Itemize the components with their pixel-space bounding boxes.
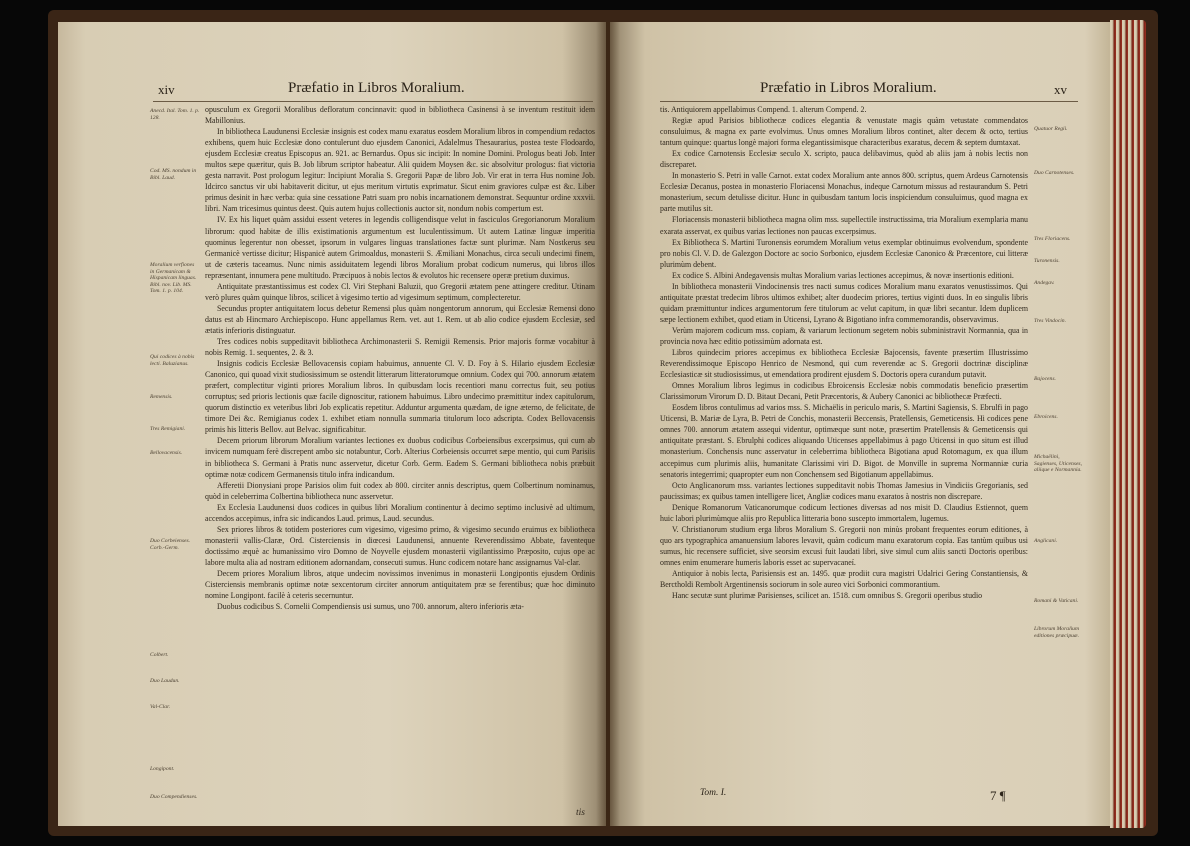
paragraph: Decem priores Moralium libros, atque undecim novissimos invenimus in monasterii Longipontis ejusdem Ordinis Cisterciensis membranis optimæ notæ sexcentorum circiter annorum antiquitatem præ se ferentibus; quæ hoc diminuto nomine Longipont. facilè à ceteris secernuntur. [205,568,595,601]
side-note: Librorum Moralium editiones præcipuæ. [1034,626,1080,639]
left-page-text [205,104,595,804]
paragraph: opusculum ex Gregorii Moralibus deflоratum concinnavit: quod in bibliotheca Casinensi à se inventum restituit idem Mabillonius. [205,105,595,126]
side-note: Qui codices à nobis lecti. Baluzianus. [150,354,195,367]
side-note: Bajocens. [1034,376,1056,382]
right-page [610,22,1110,826]
open-book [48,10,1158,836]
right-side-notes [1034,104,1084,804]
paragraph: tis. Antiquiorem appellabimus Compend. 1. alterum Compend. 2. [660,105,867,114]
right-running-title: Præfatio in Libros Moralium. [760,80,937,96]
left-running-title: Præfatio in Libros Moralium. [288,80,465,96]
side-note: Michaëlini, Sagienses, Uticenses, aliique e Normannia. [1034,454,1083,474]
side-note: Remensis. [150,394,173,400]
paragraph: V. Christianorum studium erga libros Moralium S. Gregorii non minùs probant frequentes eorum editiones, à quo ars typographica amanuensium labores levavit, quàm codicum manu exaratorum copia. Eas tantùm quibus usi sumus, hic recensere sufficiet, sive seorsim excusi fuit laudati libri, sive simul cum aliis sancti Doctoris operibus: omnes enim enumerare humeris laboris esset ac supervacaneí. [660,524,1028,567]
side-note: Tres Floriacens. [1034,236,1071,242]
paragraph: Eosdem libros contulimus ad varios mss. S. Michaëlis in periculo maris, S. Martini Sagiensis, S. Ebrulfi in pago Uticensi, B. Mariæ de Lyra, B. Petri de Conchis, monasterii Beccensis, Pratellensis, Gemeticensis. Hi codices pene omnes 700. annorum ætatem assequi videntur, optimæque sunt notæ, præsertim Pratellensis & Gemeticensis qui antiquitate præstant. S. Ebrulphi codices aliquando Uticenses appellabimus à pago Uticensi in quo situm est illud monasterium. Conchensis nunc asservatur in celeberrima bibliotheca Bigotiana apud Rotomagum, ex qua illum accepimus cum plurimis aliis, humanitate Clarissimi viri D. Bigot. de Monville in suprema Normanniæ curia senatoris integerrimi; quapropter eum non Conchensem sed Bigotianum appellabimus. [660,403,1028,479]
side-note: Turonensis. [1034,258,1060,264]
side-note: Bellovacensis. [150,450,183,456]
paragraph: Floriacensis monasterii bibliotheca magna olim mss. supellectile instructissima, tria Moralium exemplaria manu exarata asservat, ex quibus varias lectiones non paucas excerpsimus. [660,215,1028,236]
paragraph: Regiæ apud Parisios bibliothecæ codices elegantia & venustate magis quàm vetustate commendatos consuluimus, & magna ex parte evolvimus. Unus omnes Moralium libros continet, alter decem & octo, tertius tantum quinque: quartus longè majori forma elegantissimisque characteribus exaratus, decem & septem dumtaxat. [660,116,1028,148]
paragraph: Ex Bibliotheca S. Martini Turonensis eorumdem Moralium vetus exemplar obtinuimus evolvendum, spondente pro nobis Cl. V. D. de Galezgon Doctore ac socio Sorbonico, ejusdem Ecclesiæ Canonico & Præcentore, cui litteræ plurimùm debent. [660,237,1028,269]
paragraph: Hanc secutæ sunt plurimæ Parisienses, scilicet an. 1518. cum omnibus S. Gregorii operibus studio [672,591,983,601]
paragraph: Tres codices nobis suppeditavit bibliotheca Archimonasterii S. Remigii Remensis. Prior majoris formæ vocabitur à nobis Remig. 1. sequentes, 2. & 3. [205,336,595,358]
paragraph: Ex codice S. Albini Andegavensis multas Moralium varias lectiones accepimus, & novæ insertionis editioni. [672,270,1014,280]
footer-tome: Tom. I. [700,788,727,798]
side-note: Colbert. [150,652,169,658]
left-page [58,22,606,826]
paragraph: In bibliotheca Laudunensi Ecclesiæ insignis est codex manu exaratus eosdem Moralium libros in compendium redactos exhibens, quem huic Ecclesiæ dono contulerunt duo ejusdem Canonici, Adalelmus Thesaurarius, postea teste Flodoardo, ejusdem Ecclesiæ creatus Episcopus an. 921. ac Bernardus. Opus sic incipit: In nomine Domini. Prologus beati Job. Inter multos sæpe quæritur, quis B. Job librum scriptor habeatur. Alii quidem Moysen &c. sic absolvitur prologus: fiat victoria gesta narravit. Post prologum legitur: Incipiunt Moralia S. Gregorii Papæ de libro Job. Vir erat in terra Hus nomine Job. Idcirco sanctus vir ubi habitaverit dicitur, ut ejus meritum virtutis exprimatur. Sicut enim graviores culpæ est &c. Liber primus desinit in hæc verba: quia sine cessatione Patri suam pro nobis incarnationem demonstrat. Sequuntur ordine xxxvii. libri. Nam tricesimus quintus deest. Quis autem hujus collectionis auctor sit, nondum nobis compertum est. [205,127,595,214]
left-page-number: xiv [158,82,175,97]
side-note: Anecd. Ital. Tom. 1. p. 128. [150,108,200,121]
paragraph: Ex Ecclesia Laudunensi duos codices in quibus libri Moralium continentur à decimo septimo inclusivè ad ultimum, accendos accepimus, infra sic indicandos Laud. primus, Laud. secundus. [205,502,595,523]
side-note: Tres Remigiani. [150,426,186,432]
side-note: Moralium verfiones in Germanicam & Hispanicam linguas. Bibl. nov. Lib. MS. Tom. 1. p. 104. [150,262,197,295]
side-note: Longipont. [150,766,175,772]
paragraph: In monasterio S. Petri in valle Carnot. extat codex Moralium ante annos 800. scriptus, quem Ardeus Carnotensis Ecclesiæ Decanus, postea in monasterio Floriacensi Monachus, indeque Carnotum missus ad restaurandum S. Petri monasterium, secum detulisse dicitur. Hunc in quibusdam tantum locis inspiciendum consuluimus, quod magna ex parte mutilus sit. [660,171,1028,214]
paragraph: Secundus propter antiquitatem locus debetur Remensi plus quàm nongentorum annorum, qui Ecclesiæ Remensi dono datus est ab Hincmaro Archiepiscopo. Hunc appellamus Rem. vet. aut 1. Rem. ut ab alio codice ejusdem Ecclesiæ, sed ætatis inferioris distinguatur. [205,303,595,335]
side-note: Duo Compendienses. [150,794,198,800]
book-gutter [596,22,620,826]
right-page-text [660,104,1028,804]
paragraph: Octo Anglicanorum mss. variantes lectiones suppeditavit nobis Thomas Jamesius in Vindiciis Gregorianis, sed paucissimas; ex quibus tamen intelligere licet, Angliæ codices manu exaratos à nostris non discrepare. [660,480,1028,501]
paragraph: Denique Romanorum Vaticanorumque codicum lectiones diversas ad nos misit D. Claudius Estiennot, quem huic labori plurimùmque aliis pro Republica litteraria bono suscepto immortalem, lugemus. [660,502,1028,523]
side-note: Duo Carnotenses. [1034,170,1075,176]
page-edges [1110,20,1146,828]
paragraph: IV. Ex his liquet quàm assidui essent veteres in legendis colligendisque velut in fasciculos Gregorianorum Moralium librorum: quod habitæ de illis existimationis argumentum est luculentissimum. Ut autem Latinæ linguæ imperitia quominus legerentur non obesset, ipsorum in vulgares linguas translationes factæ sunt plurimæ. Nam Nostkerus seu Germanicè vertisse dicitur; Hispanicè autem Grimoaldus, monasterii S. Æmiliani Monachus, circa seculi undecimi finem, ut de cæteris taceamus. Nunc nimis assiduitatem legendi libros Moralium probat codicum numerus, qui libros illos repræsentant, innumera pene multitudo. Præcipuos à nobis lectos & evolutos hic recensere operæ pretium duximus. [205,215,595,280]
side-note: Cod. MS. nondum in Bibl. Laud. [150,168,197,181]
side-note: Duo Laudun. [150,678,180,684]
paragraph: Afferetii Dionysiani prope Parisios olim fuit codex ab 800. circiter annis descriptus, quem Colbertinum nominamus, quòd in celeberrima Colbertina bibliotheca nunc asservetur. [205,480,595,501]
side-note: Tres Vindocin. [1034,318,1067,324]
left-header-rule [153,101,593,102]
side-note: Anglicani. [1034,538,1058,544]
paragraph: Antiquitate præstantissimus est codex Cl. Viri Stephani Baluzii, quo Gregorii ætatem pene attingere creditur. Utinam verò plures quàm quinque libros, scilicet à vigesimo tertio ad vigesimum septimum, complecteretur. [205,281,595,302]
paragraph: Sex priores libros & totidem posteriores cum vigesimo, vigesimo primo, & vigesimo secundo eruimus ex bibliotheca monasterii vallis-Claræ, Ord. Cisterciensis in diœcesi Laudunensi, annuente Reverendissimo Abbate, faventeque doctissimo æquè ac humanissimo viro Domno de Noyvelle ejusdem monasterii vigilantissimo Præposito, cujus ope ac labore multa alia ad nostram editionem adornandam, consecuti sumus. Hunc codicem notare hanc assignamus Val-clar. [205,524,595,567]
paragraph: Omnes Moralium libros legimus in codicibus Ebroicensis Ecclesiæ nobis commodatis beneficio præsertim Clarissimorum Virorum D. D. Bitaut Decani, Petit Præcentoris, & Aubery Canonici ac bibliothecæ Præfecti. [660,381,1028,402]
paragraph: In bibliotheca monasterii Vindocinensis tres nacti sumus codices Moralium manu exaratos venustissimos. Qui antiquitate præstat tredecim libros ultimos exhibet; alter duodecim priores, tertius viginti duos. In eo singulis libris quidam præmittuntur indices argumentorum fere titulorum ac velut capitum, in quæ libri secantur. Idem duplicem sæpe lectionem exhibet, quod etiam in Uticensi, Lyrano & Bigotiano infra commemorandis, observavimus. [660,281,1028,324]
paragraph: Verùm majorem codicum mss. copiam, & variarum lectionum segetem nobis subministravit Normannia, qua in provincia nova hæc editio potissimùm adornata est. [660,325,1028,346]
side-note: Val-Clar. [150,704,171,710]
signature-mark: 7 ¶ [990,788,1006,803]
side-note: Romani & Vaticani. [1034,598,1079,604]
side-note: Quatuor Regii. [1034,126,1068,132]
left-side-notes [150,104,200,804]
side-note: Duo Corbeienses. Corb.-Germ. [150,538,191,551]
paragraph: Duobus codicibus S. Cornelii Compendiensis usi sumus, uno 700. annorum, altero inferioris æta- [217,602,524,612]
right-header-rule [660,101,1078,102]
left-catchword: tis [576,808,585,818]
paragraph: Antiquior à nobis lecta, Parisiensis est an. 1495. quæ prodiit cura magistri Udalrici Gering Constantiensis, & Berctholdi Rembolt Argentinensis sociorum in sole aureo vici Sorbonici commorantium. [660,568,1028,590]
side-note: Ebroicens. [1034,414,1058,420]
right-page-number: xv [1054,82,1067,97]
paragraph: Insignis codicis Ecclesiæ Bellovacensis copiam habuimus, annuente Cl. V. D. Foy à S. Hilario ejusdem Ecclesiæ Canonico, qui quoad vixit studiosissimum se ostendit litterarum litteratorumque omnium. Codex qui 700. annorum ætatem præfert, complectitur viginti priores Moralium libros. In quibusdam locis recentiori manu correctus fuit, seu potius corruptus; sed prioris lectionis quæ facile dignoscitur, rationem habuimus. Libro undecimo præmittitur index capitulorum, quorum distinctio ex veteribus libri Job explicatis repetitur. Adduntur argumenta quædam, de igne æterno, de felicitate, de timore Dei &c. Remigianus codex 1. exhibet etiam nonnulla summaria titulorum loco adscripta. Codex Bellovacensis primis his litteris Bellov. aut Belvac. significabitur. [205,359,595,435]
side-note: Andegav. [1034,280,1055,286]
paragraph: Libros quindecim priores accepimus ex bibliotheca Ecclesiæ Bajocensis, favente præsertim Illustrissimo Reverendissimoque Episcopo Henrico de Nesmond, qui cum reverendæ ac S. Gregorii doctrinæ disciplinæ Ecclesiasticæ sit studiosissimus, ut emendatiora prodirent ejusdem S. Doctoris opera curandum putavit. [660,348,1028,380]
paragraph: Ex codice Carnotensis Ecclesiæ seculo X. scripto, pauca delibavimus, quòd ab aliis jam à nobis lectis non discreparet. [660,149,1028,170]
paragraph: Decem priorum librorum Moralium variantes lectiones ex duobus codicibus Corbeiensibus excerpsimus, qui cum ab invicem numquam ferè discrepent ambo sic notabuntur, Corb. Alterius Corbeiensis occurret sæpe mentio, qui cum Parisiis in bibliotheca S. Germani à Pratis nunc asservetur, dicetur Corb. Germ. Eadem S. Germani bibliotheca nobis præbuit optimæ notæ codicem Germanensis titulo infra indicandum. [205,436,595,479]
